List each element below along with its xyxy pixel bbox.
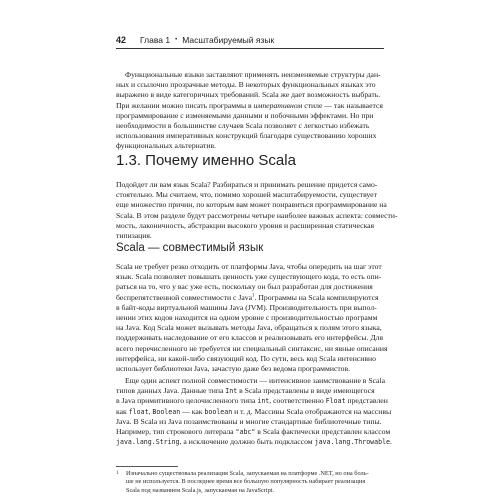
text-line: функциональных альтернатив. <box>116 141 217 151</box>
code-token: Float <box>325 397 346 406</box>
footnote-marker: 1 <box>116 471 119 476</box>
text-line: Еще один аспект полной совместимости — интенсивное заимствование в Scala <box>125 376 385 385</box>
text-run: . <box>390 437 392 447</box>
text-line: в байт-коды виртуальной машины Java (JVM). Производительность при выпол- <box>116 302 377 312</box>
text-line: программирование с изменяемыми данными и побочными эффектами. Но при <box>116 110 374 120</box>
text-run: как <box>116 406 129 416</box>
code-token: Int <box>225 387 238 396</box>
text-line: мость, лаконичность, абстракции высокого уровня и расширенная статическая <box>116 220 375 230</box>
footnote-rule <box>116 466 178 467</box>
header-rule <box>116 48 384 49</box>
text-line: использует библиотеки Java, зачастую даже без ведома программистов. <box>116 364 351 374</box>
subsection-heading: Scala — совместимый язык <box>116 242 264 254</box>
text-line: типизация. <box>116 231 152 241</box>
text-run: типов данных Java. Данные типа <box>116 386 226 396</box>
text-line: Функциональные языки заставляют применять неизменяемые структуры дан- <box>125 70 381 79</box>
code-token: java.lang.String <box>116 438 180 447</box>
text-run: При желании можно писать программы в <box>116 100 254 110</box>
text-line <box>116 101 386 111</box>
text-line: необходимости в большинстве случаев Scala позволяет с легкостью избежать <box>116 121 370 131</box>
text-run: — как <box>180 406 205 416</box>
code-token: "abc" <box>235 428 256 437</box>
text-line: на Java. Код Scala может вызывать методы Java, обращаться к полям этого языка, <box>116 323 382 333</box>
text-run: представлен <box>345 396 388 406</box>
chapter-label: Глава 1 <box>140 35 171 45</box>
text-line: еще множество причин, по которым вам может понравиться программирование на <box>116 200 387 210</box>
text-line: интерфейса, ни какой-либо связующий код. По сути, весь код Scala интенсивно <box>116 353 376 363</box>
text-run: стиле — так называется <box>302 100 383 110</box>
text-run: и т. д. Массивы Scala отображаются на массивы <box>232 406 392 416</box>
text-run: , а исключение должно быть подклассом <box>179 437 315 447</box>
text-line <box>116 293 386 303</box>
text-line: выражено в виде категоричных требований. Scala же дает возможность выбрать. <box>116 90 381 100</box>
text-line: Java. В Scala из Java позаимствованы и многие стандартные библиотечные типы. <box>116 416 382 426</box>
code-token: java.lang.Throwable <box>314 438 391 447</box>
text-run: Например, тип строкового литерала <box>116 427 236 437</box>
chapter-title: Масштабируемый язык <box>182 35 275 45</box>
running-header <box>116 33 386 47</box>
section-paragraph <box>116 180 398 241</box>
footnote-line: Изначально существовала реализация Scala, запускаемая на платформе .NET, но она боль- <box>126 470 369 477</box>
text-line: поддерживать наследование от его классов и реализовывать его интерфейсы. Для <box>116 333 383 343</box>
intro-paragraph <box>116 70 386 152</box>
text-line <box>116 437 392 447</box>
text-run: , <box>148 406 153 416</box>
footnote <box>116 470 386 495</box>
text-line: Подойдет ли вам язык Scala? Разбираться и принимать решение придется само- <box>116 180 378 189</box>
text-line: использования императивных конструкций благодаря существованию хороших <box>116 131 377 141</box>
text-line <box>116 406 392 417</box>
footnote-reference[interactable]: 1 <box>252 293 255 299</box>
text-line: всего перечисленного не требуется ни специальный синтаксис, ни явные описания <box>116 343 388 353</box>
code-token: Boolean <box>152 407 181 416</box>
footnote-line: Scala под названием Scala.js, запускаемая на JavaScript. <box>126 486 275 494</box>
subsection-paragraph-2 <box>116 376 392 447</box>
page-number: 42 <box>116 35 127 45</box>
text-run: беспрепятственной совместимости с Java <box>116 292 252 302</box>
text-line <box>116 386 386 396</box>
code-token: float <box>128 407 149 416</box>
text-run: в Scala представлены в виде имеющегося <box>237 386 375 396</box>
header-separator: • <box>175 37 178 43</box>
text-line: стоятельно. Мы считаем, что, помимо хорошей масштабируемости, существует <box>116 190 377 200</box>
footnote-line: ше не используется. В последнее время все большую популярность набирает реализация <box>126 478 366 486</box>
text-line <box>116 396 386 406</box>
text-line: Scala. В этом разделе будут рассмотрены четыре наиболее важных аспекта: совмести- <box>116 210 398 220</box>
text-run: в Scala фактически представлен классом <box>255 427 391 437</box>
text-line: ных и ссылочно прозрачные методы. В некоторых функциональных языках это <box>116 80 376 90</box>
emphasis: императивном <box>253 100 303 110</box>
subsection-paragraph-1 <box>116 262 386 374</box>
code-token: boolean <box>204 407 233 416</box>
text-run: . Программы на Scala компилируются <box>254 292 379 302</box>
text-line: язык. Scala позволяет повышать ценность уже существующего кода, то есть опи- <box>116 272 382 282</box>
text-run: , соответственно <box>269 396 326 406</box>
text-line <box>116 427 391 437</box>
code-token: int <box>257 397 270 406</box>
text-line: Scala не требует резко отходить от платформы Java, чтобы опередить на шаг этот <box>116 262 382 271</box>
section-heading: 1.3. Почему именно Scala <box>116 152 296 169</box>
text-line: нении этих кодов находится на одном уровне с производительностью программ <box>116 313 378 323</box>
text-line: раться на то, что у вас уже есть, поскольку он был разработан для достижения <box>116 282 373 292</box>
text-run: в Java примитивного целочисленного типа <box>116 396 258 406</box>
